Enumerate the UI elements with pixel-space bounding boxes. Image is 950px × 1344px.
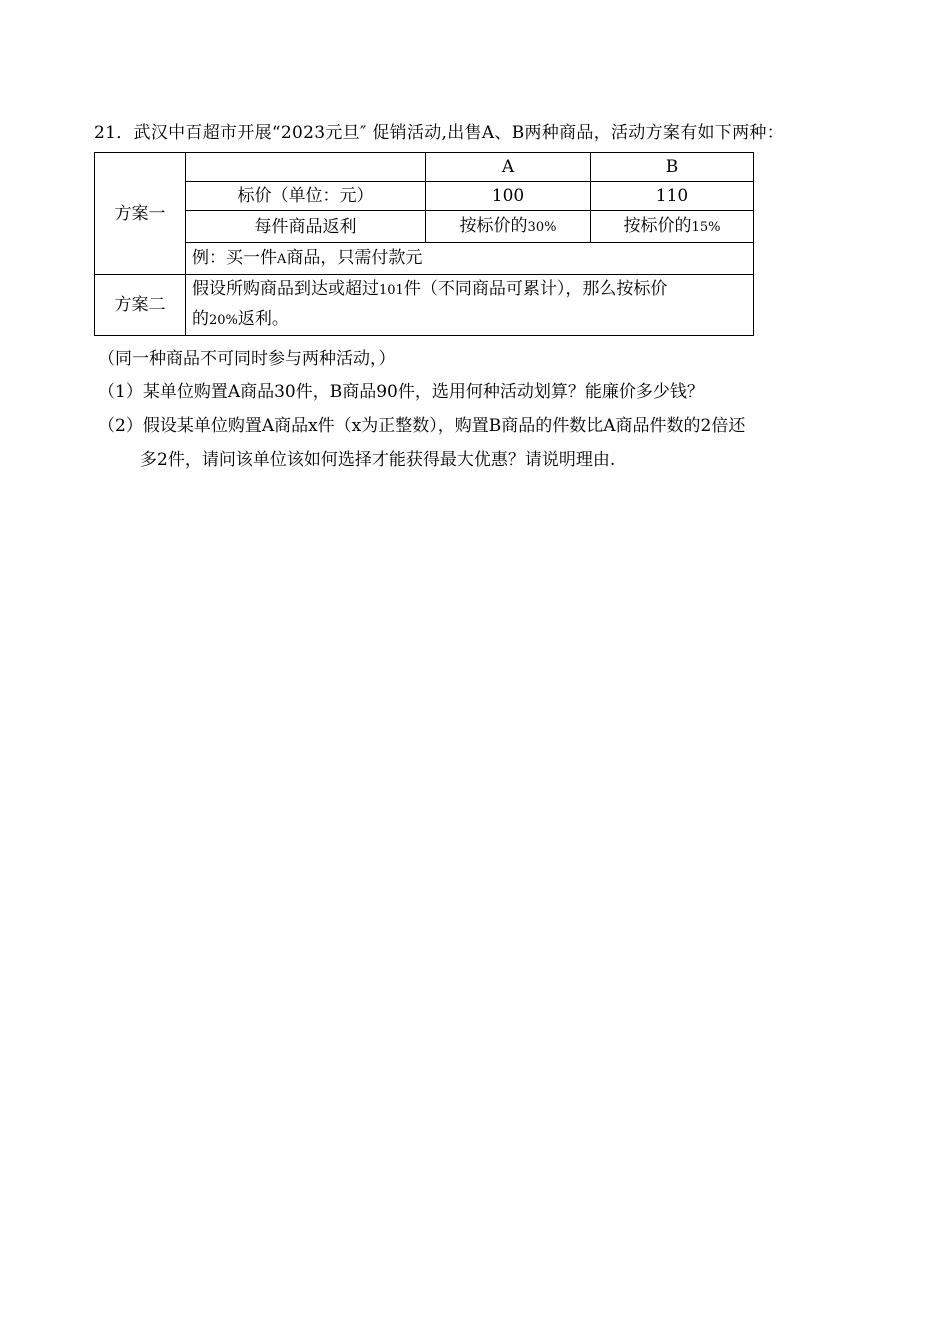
plan2-text-3a: 的 xyxy=(192,309,209,329)
sub-question-1: （1）某单位购置A商品30件，B商品90件，选用何种活动划算？能廉价多少钱？ xyxy=(98,382,704,402)
plan2-pct: 20% xyxy=(209,313,238,328)
example-item: A xyxy=(277,251,287,267)
rebate-a-pct: 30% xyxy=(527,219,557,235)
header-blank-cell xyxy=(186,153,426,182)
plan2-text-3: 返利。 xyxy=(237,309,289,329)
plan2-num: 101 xyxy=(379,283,404,298)
plan2-description xyxy=(186,275,754,336)
plan2-label: 方案二 xyxy=(95,275,186,336)
plan1-label: 方案一 xyxy=(95,153,186,275)
example-suffix: 商品，只需付款元 xyxy=(286,247,423,268)
example-prefix: 例：买一件 xyxy=(192,247,277,268)
rebate-b xyxy=(591,211,754,243)
rebate-a xyxy=(426,211,591,243)
plan2-text-1: 假设所购商品到达或超过 xyxy=(192,279,379,299)
price-a: 100 xyxy=(426,182,591,211)
header-col-b: B xyxy=(591,153,754,182)
price-b: 110 xyxy=(591,182,754,211)
plans-table xyxy=(94,152,754,336)
rebate-b-pct: 15% xyxy=(691,219,721,235)
rebate-b-prefix: 按标价的 xyxy=(623,215,692,236)
sub-question-2: （2）假设某单位购置A商品x件（x为正整数），购置B商品的件数比A商品件数的2倍还 xyxy=(98,416,746,436)
rebate-a-prefix: 按标价的 xyxy=(459,215,528,236)
plan2-text-2: 件（不同商品可累计），那么按标价 xyxy=(403,279,668,299)
plan2-text-3-wrap xyxy=(192,309,289,329)
activity-note: （同一种商品不可同时参与两种活动，） xyxy=(98,349,396,369)
price-label: 标价（单位：元） xyxy=(186,182,426,211)
header-col-a: A xyxy=(426,153,591,182)
sub-question-2-continued: 多2件，请问该单位该如何选择才能获得最大优惠？请说明理由. xyxy=(140,450,616,470)
question-title: 21．武汉中百超市开展“2023元旦″ 促销活动,出售A、B两种商品，活动方案有如下两种： xyxy=(94,123,785,143)
rebate-label: 每件商品返利 xyxy=(186,211,426,243)
example-row xyxy=(186,243,754,275)
